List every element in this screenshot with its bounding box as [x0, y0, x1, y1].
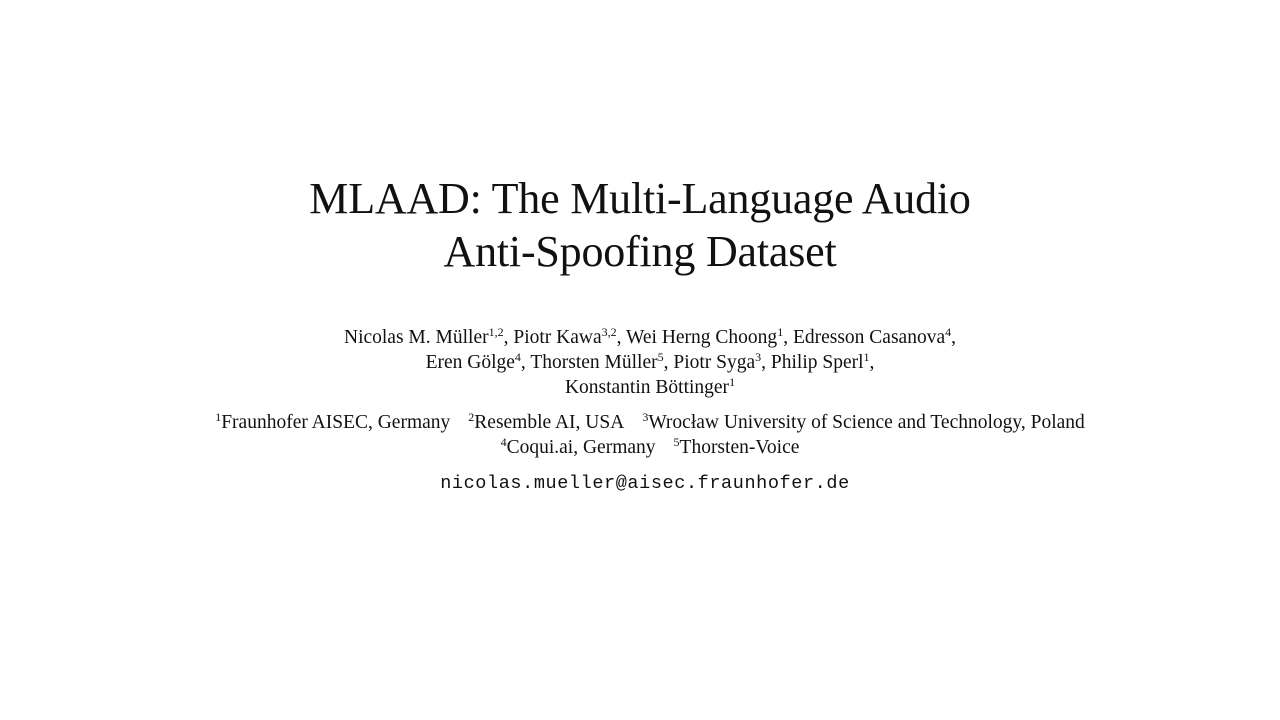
affiliation-number: 1 [215, 410, 222, 424]
affiliation [468, 412, 624, 433]
author-name: Eren Gölge [425, 352, 515, 373]
affiliation-name: Fraunhofer AISEC, Germany [221, 412, 451, 433]
author-line [0, 375, 1280, 400]
affiliation [215, 412, 450, 433]
author-name: Wei Herng Choong [626, 327, 778, 348]
affiliation-list [0, 410, 1280, 460]
title-line: MLAAD: The Multi-Language Audio [309, 174, 971, 223]
affiliation-marker: 4 [514, 350, 521, 364]
affiliation-marker: 1 [777, 325, 784, 339]
author-name: Philip Sperl [770, 352, 864, 373]
affiliation-marker: 1 [729, 375, 736, 389]
affiliation-name: Wrocław University of Science and Technology, Poland [648, 412, 1085, 433]
author-name: Piotr Syga [673, 352, 756, 373]
author-line: Nicolas M. Müller$^{1,2}$, Piotr Kawa$^{3,2}$, Wei Herng Choong$^1$, Edresson Casanova$^4$, [343, 325, 956, 348]
affiliation-marker: 5 [657, 350, 664, 364]
affiliation [501, 437, 656, 458]
affiliation-marker: 3,2 [601, 325, 617, 339]
affiliation-line [0, 435, 1280, 460]
author-name: Piotr Kawa [513, 327, 602, 348]
affiliation-number: 3 [642, 410, 649, 424]
author-list [0, 325, 1280, 400]
affiliation-number: 4 [500, 435, 507, 449]
affiliation-marker: 1,2 [488, 325, 504, 339]
affiliation [674, 437, 800, 458]
affiliation-name: Coqui.ai, Germany [506, 437, 656, 458]
author-line: Eren Gölge$^4$, Thorsten Müller$^5$, Piotr Syga$^3$, Philip Sperl$^1$, [425, 350, 875, 373]
author-name: Edresson Casanova [792, 327, 946, 348]
affiliation-name: Thorsten-Voice [679, 437, 800, 458]
author-name: Thorsten Müller [530, 352, 658, 373]
affiliation-number: 2 [468, 410, 475, 424]
affiliation [642, 412, 1084, 433]
paper-title [0, 172, 1280, 278]
affiliation-name: Resemble AI, USA [474, 412, 625, 433]
author-name: Konstantin Böttinger [564, 377, 730, 398]
contact-email[interactable]: nicolas.mueller@aisec.fraunhofer.de [440, 473, 850, 494]
author-name: Nicolas M. Müller [343, 327, 489, 348]
affiliation-marker: 1 [863, 350, 870, 364]
affiliation-number: 5 [673, 435, 680, 449]
affiliation-marker: 4 [945, 325, 952, 339]
title-line: Anti-Spoofing Dataset [443, 227, 837, 276]
affiliation-marker: 3 [755, 350, 762, 364]
affiliation-line [0, 410, 1280, 435]
